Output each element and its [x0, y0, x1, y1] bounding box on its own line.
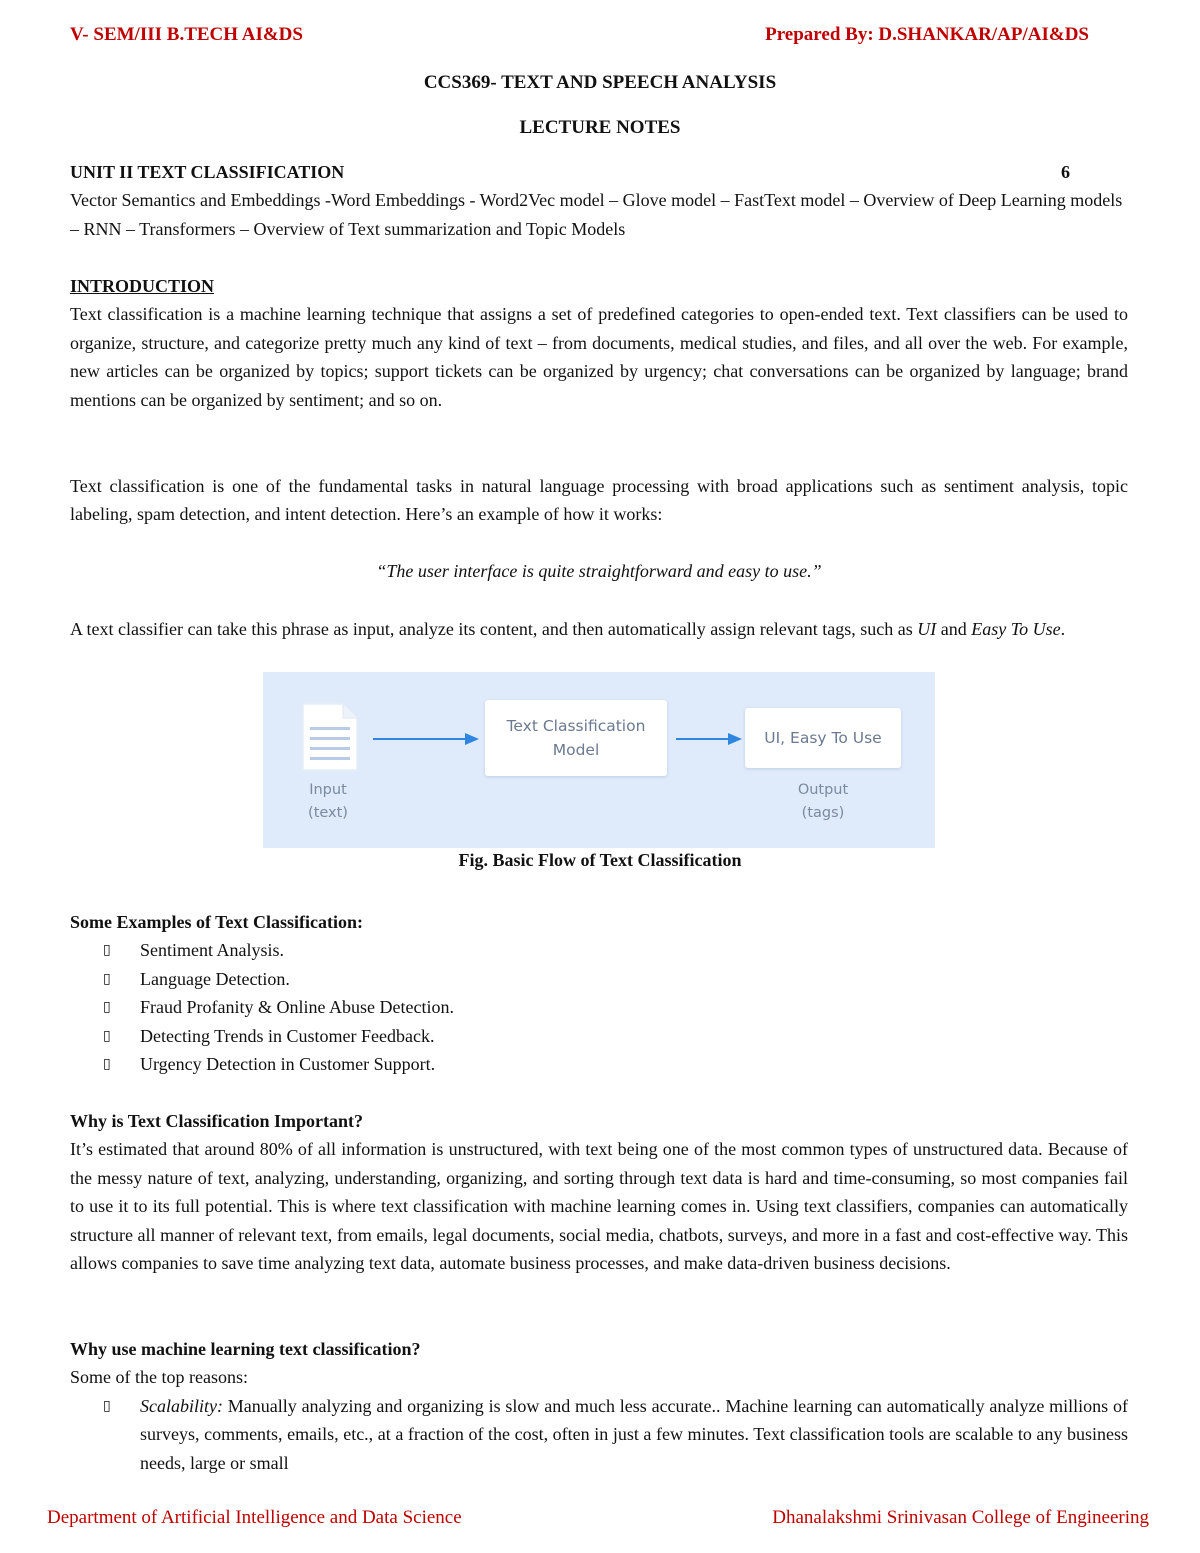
footer-right: Dhanalakshmi Srinivasan College of Engineering	[772, 1507, 1149, 1528]
examples-list	[70, 936, 1128, 1078]
list-item: ▯ Detecting Trends in Customer Feedback.	[70, 1022, 1128, 1050]
reasons-list	[70, 1392, 1128, 1477]
list-item	[70, 1392, 1128, 1477]
unit-syllabus: Vector Semantics and Embeddings -Word Embeddings - Word2Vec model – Glove model – FastText model – Overview of Deep Learning models – RNN – Transformers – Overview of Text summarization and Topic Models	[70, 190, 1123, 239]
introduction-paragraph-2-wrap	[70, 472, 1128, 529]
list-item: ▯ Urgency Detection in Customer Support.	[70, 1050, 1128, 1078]
importance-heading: Why is Text Classification Important?	[70, 1111, 364, 1131]
introduction-section	[70, 272, 1128, 414]
introduction-paragraph-1: Text classification is a machine learning technique that assigns a set of predefined categories to open-ended text. Text classifiers can be used to organize, structure, and categorize pretty much any kind of text – from documents, medical studies, and files, and all over the web. For example, new articles can be organized by topics; support tickets can be organized by urgency; chat conversations can be organized by language; brand mentions can be organized by sentiment; and so on.	[70, 304, 1128, 410]
figure-caption: Fig. Basic Flow of Text Classification	[458, 850, 742, 870]
tag-easy-to-use: Easy To Use	[971, 619, 1061, 639]
bullet-icon: ▯	[103, 999, 111, 1016]
introduction-heading: INTRODUCTION	[70, 276, 215, 296]
unit-section	[70, 158, 1128, 243]
bullet-icon: ▯	[103, 942, 111, 959]
bullet-icon: ▯	[103, 970, 111, 987]
para3-end: .	[1060, 619, 1066, 639]
ml-intro: Some of the top reasons:	[70, 1367, 248, 1388]
output-label: Output (tags)	[797, 782, 849, 821]
example-quote: “The user interface is quite straightforward and easy to use.”	[376, 561, 822, 581]
input-label: Input (text)	[308, 782, 348, 821]
header-right: Prepared By: D.SHANKAR/AP/AI&DS	[765, 24, 1089, 45]
text-classification-flow-figure	[263, 672, 935, 848]
unit-hours: 6	[1061, 162, 1070, 182]
output-box: UI, Easy To Use	[745, 708, 901, 768]
course-title: CCS369- TEXT AND SPEECH ANALYSIS	[423, 72, 777, 93]
importance-section	[70, 1107, 1128, 1277]
ml-heading: Why use machine learning text classification?	[70, 1339, 421, 1359]
bullet-icon: ▯	[103, 1027, 111, 1044]
reason-title: Scalability:	[140, 1395, 223, 1416]
importance-paragraph: It’s estimated that around 80% of all information is unstructured, with text being one of the most common types of unstructured data. Because of the messy nature of text, analyzing, understanding, organizing, and sorting through text data is hard and time-consuming, so most companies fail to use it to its full potential. This is where text classification with machine learning comes in. Using text classifiers, companies can automatically structure all manner of relevant text, from emails, legal documents, social media, chatbots, surveys, and more in a fast and cost-effective way. This allows companies to save time analyzing text data, automate business processes, and make data-driven business decisions.	[70, 1139, 1128, 1274]
list-item: ▯ Language Detection.	[70, 965, 1128, 993]
document-icon	[301, 702, 361, 772]
header-left: V- SEM/III B.TECH AI&DS	[70, 24, 303, 45]
unit-heading	[70, 158, 1128, 186]
unit-title: UNIT II TEXT CLASSIFICATION	[70, 162, 345, 182]
examples-heading: Some Examples of Text Classification:	[70, 912, 364, 932]
lecture-notes-title: LECTURE NOTES	[519, 117, 681, 138]
list-item: ▯ Fraud Profanity & Online Abuse Detection.	[70, 993, 1128, 1021]
example-quote-wrap	[70, 557, 1128, 585]
para3-mid: and	[936, 619, 972, 639]
bullet-icon: ▯	[103, 1056, 111, 1073]
arrow-right-icon	[371, 731, 481, 747]
examples-section	[70, 908, 1128, 1078]
para3-start: A text classifier can take this phrase as input, analyze its content, and then automatically assign relevant tags, such as	[70, 619, 918, 639]
footer-left: Department of Artificial Intelligence and Data Science	[47, 1507, 462, 1528]
tag-ui: UI	[917, 619, 937, 639]
introduction-paragraph-3	[70, 615, 1128, 643]
model-box: Text Classification Model	[485, 700, 667, 776]
reason-text: Manually analyzing and organizing is slow and much less accurate.. Machine learning can automatically analyze millions of surveys, comments, emails, etc., at a fraction of the cost, often in just a few minutes. Text classification tools are scalable to any business needs, large or small	[140, 1395, 1128, 1473]
introduction-paragraph-2: Text classification is one of the fundamental tasks in natural language processing with broad applications such as sentiment analysis, topic labeling, spam detection, and intent detection. Here’s an example of how it works:	[70, 476, 1128, 525]
ml-section	[70, 1335, 1128, 1477]
list-item: ▯ Sentiment Analysis.	[70, 936, 1128, 964]
bullet-icon: ▯	[103, 1397, 111, 1414]
arrow-right-icon	[674, 731, 744, 747]
